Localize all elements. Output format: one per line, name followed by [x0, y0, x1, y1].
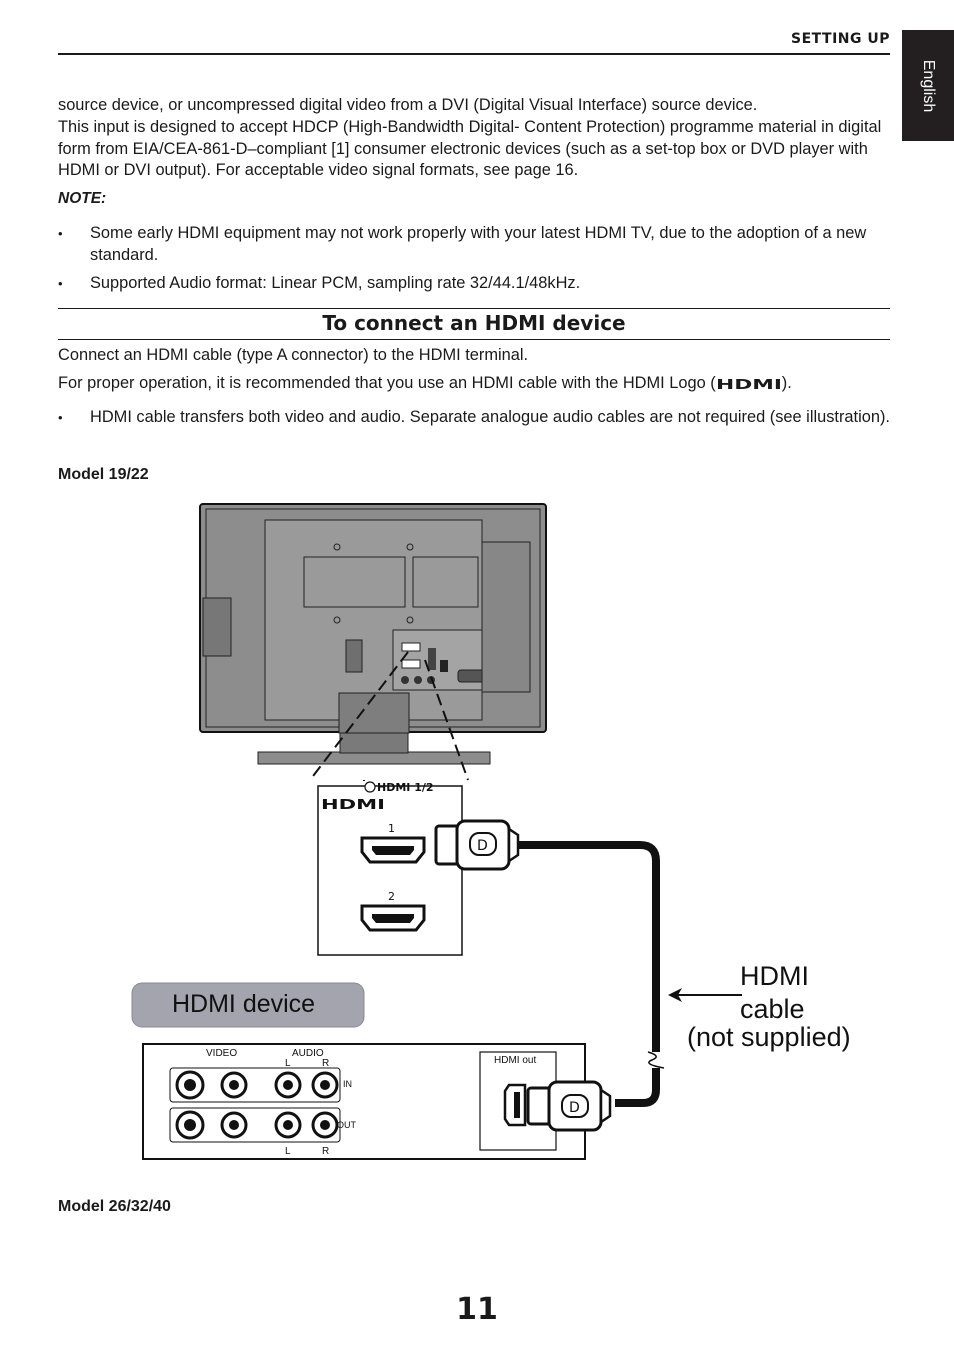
language-tab: [902, 30, 954, 141]
hdmi-panel: [318, 780, 462, 955]
cable-label-line1: HDMI: [740, 961, 809, 991]
hdmi-plug-bottom: [528, 1082, 610, 1130]
note-item: [58, 273, 890, 295]
panel-hdmi-logo: HDMI: [321, 798, 385, 813]
panel-header-text: HDMI 1/2: [377, 781, 434, 794]
section-paragraph-2: [58, 373, 890, 395]
hdmi-out-label: HDMI out: [494, 1055, 537, 1066]
section-bullet-text: HDMI cable transfers both video and audio. Separate analogue audio cables are not required (see illustration).: [90, 408, 890, 426]
svg-text:D: D: [477, 838, 488, 854]
section-bullet: [58, 407, 890, 429]
hdmi-device: [143, 1044, 585, 1159]
bullet-dot: •: [58, 276, 63, 291]
hdmi-connection-diagram: [0, 490, 954, 1170]
jack-r-bottom-label: R: [322, 1146, 330, 1157]
hdmi-plug-top: [436, 821, 518, 869]
section-paragraph-1: Connect an HDMI cable (type A connector) to the HDMI terminal.: [58, 346, 529, 364]
jack-l-bottom-label: L: [285, 1146, 291, 1157]
hdmi-logo-icon: [716, 377, 782, 390]
jack-l-top-label: L: [285, 1058, 291, 1069]
section-paragraph-2-end: ).: [781, 374, 792, 392]
jack-r-top-label: R: [322, 1058, 330, 1069]
jack-video-label: VIDEO: [206, 1048, 238, 1059]
port-1-label: 1: [388, 822, 395, 835]
cable-label-line3: (not supplied): [687, 1022, 851, 1052]
hdmi-cable: [515, 845, 656, 1052]
jack-audio-label: AUDIO: [292, 1048, 324, 1059]
language-tab-label: English: [920, 59, 937, 112]
device-label: HDMI device: [172, 990, 316, 1018]
model-label-first: Model 19/22: [58, 466, 149, 483]
section-heading: To connect an HDMI device: [58, 308, 890, 340]
bullet-dot: •: [58, 410, 63, 425]
tv-rear: [200, 504, 546, 764]
note-item-text: Supported Audio format: Linear PCM, sampling rate 32/44.1/48kHz.: [90, 274, 581, 292]
note-item-text: Some early HDMI equipment may not work properly with your latest HDMI TV, due to the adoption of a new standard.: [90, 224, 867, 264]
model-label-second: Model 26/32/40: [58, 1198, 171, 1215]
cable-label-line2: cable: [740, 994, 805, 1024]
section-paragraph-2-start: For proper operation, it is recommended that you use an HDMI cable with the HDMI Logo (: [58, 374, 716, 392]
bullet-dot: •: [58, 226, 63, 241]
section-label: SETTING UP: [791, 31, 890, 47]
jack-out-label: OUT: [337, 1120, 356, 1130]
note-item: [58, 223, 890, 266]
page-number: 11: [456, 1292, 498, 1327]
intro-paragraph-2: This input is designed to accept HDCP (High-Bandwidth Digital- Content Protection) programme material in digital form from EIA/CEA-861-D–compliant [1] consumer electronic devices (such as a set-top box or DVD player with HDMI or DVI output). For acceptable video signal formats, see page 16.: [58, 118, 882, 179]
jack-in-label: IN: [343, 1079, 352, 1089]
svg-text:D: D: [569, 1100, 580, 1116]
svg-text:HDMI: HDMI: [715, 378, 782, 390]
note-label: NOTE:: [58, 190, 107, 207]
header-rule: [58, 53, 890, 55]
intro-paragraph-1: source device, or uncompressed digital video from a DVI (Digital Visual Interface) source device.: [58, 96, 758, 114]
port-2-label: 2: [388, 890, 395, 903]
